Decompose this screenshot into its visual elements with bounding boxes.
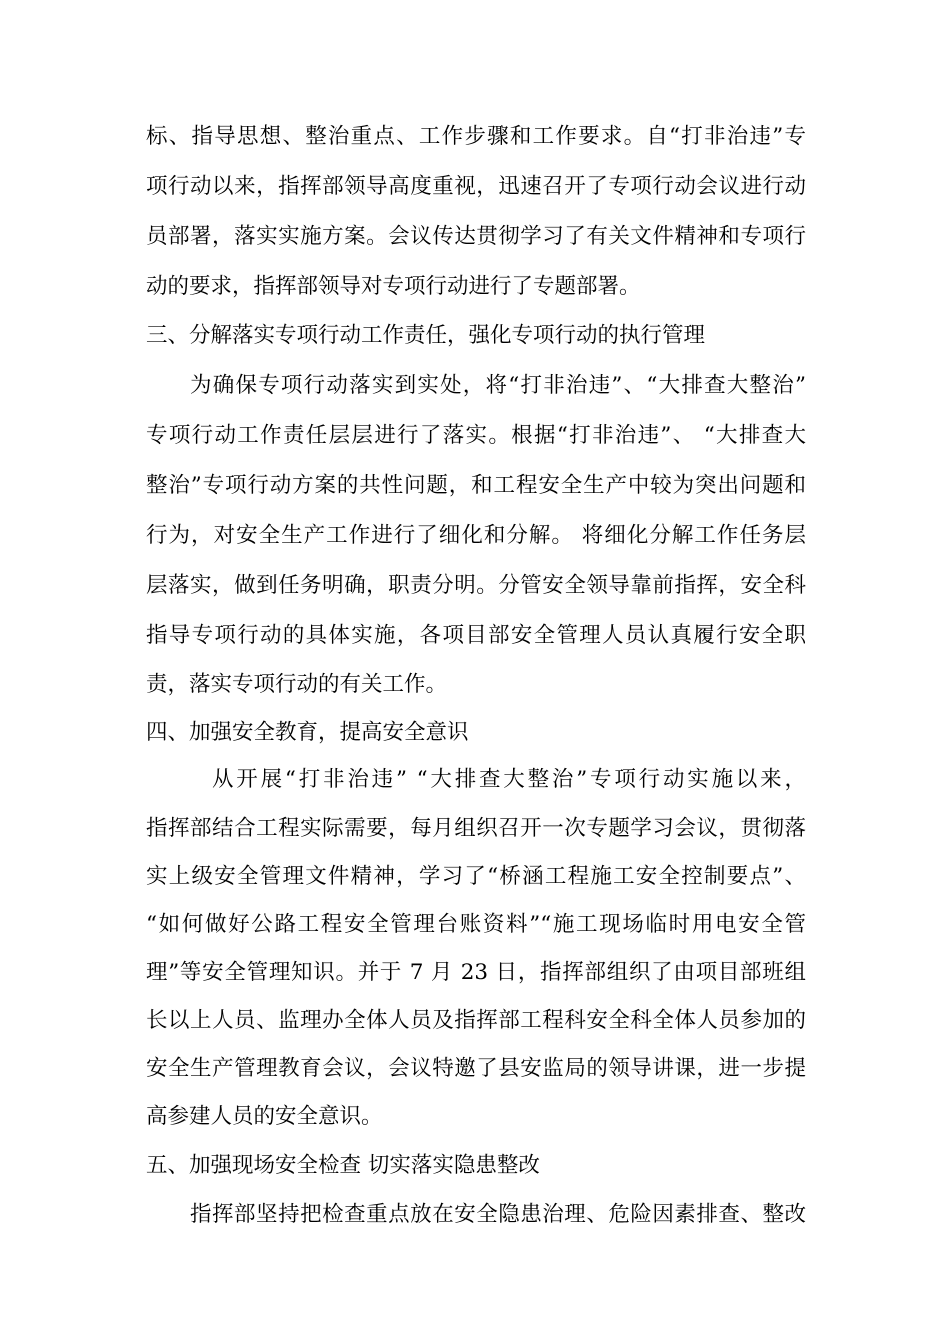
paragraph-line: 行为，对安全生产工作进行了细化和分解。 将细化分解工作任务层 [146,523,806,548]
section-heading: 四、加强安全教育，提高安全意识 [146,720,469,745]
paragraph-line: 安全生产管理教育会议，会议特邀了县安监局的领导讲课，进一步提 [146,1056,806,1081]
paragraph-line: 标、指导思想、整治重点、工作步骤和工作要求。自“打非治违”专 [146,124,806,149]
paragraph-line: 从开展“打非治违” “大排查大整治”专项行动实施以来， [212,767,806,792]
paragraph-line: 实上级安全管理文件精神，学习了“桥涵工程施工安全控制要点”、 [146,864,806,889]
paragraph-line: 指挥部坚持把检查重点放在安全隐患治理、危险因素排查、整改 [190,1202,806,1227]
paragraph-line: “如何做好公路工程安全管理台账资料”“施工现场临时用电安全管 [146,912,806,937]
paragraph-line: 层落实，做到任务明确，职责分明。分管安全领导靠前指挥，安全科 [146,573,806,598]
paragraph-line: 高参建人员的安全意识。 [146,1104,383,1129]
paragraph-line: 动的要求，指挥部领导对专项行动进行了专题部署。 [146,274,641,299]
paragraph-line: 项行动以来，指挥部领导高度重视，迅速召开了专项行动会议进行动 [146,174,806,199]
paragraph-line: 指挥部结合工程实际需要，每月组织召开一次专题学习会议，贯彻落 [146,816,806,841]
paragraph-line: 指导专项行动的具体实施，各项目部安全管理人员认真履行安全职 [146,623,806,648]
paragraph-line: 员部署，落实实施方案。会议传达贯彻学习了有关文件精神和专项行 [146,224,806,249]
section-heading: 五、加强现场安全检查 切实落实隐患整改 [146,1153,540,1178]
paragraph-line: 理”等安全管理知识。并于 7 月 23 日，指挥部组织了由项目部班组 [146,960,806,985]
paragraph-line: 整治”专项行动方案的共性问题，和工程安全生产中较为突出问题和 [146,473,806,498]
paragraph-line: 长以上人员、监理办全体人员及指挥部工程科安全科全体人员参加的 [146,1008,806,1033]
paragraph-line: 责，落实专项行动的有关工作。 [146,672,448,697]
paragraph-line: 专项行动工作责任层层进行了落实。根据“打非治违”、 “大排查大 [146,423,806,448]
section-heading: 三、分解落实专项行动工作责任，强化专项行动的执行管理 [146,323,706,348]
paragraph-line: 为确保专项行动落实到实处，将“打非治违”、“大排查大整治” [190,373,806,398]
